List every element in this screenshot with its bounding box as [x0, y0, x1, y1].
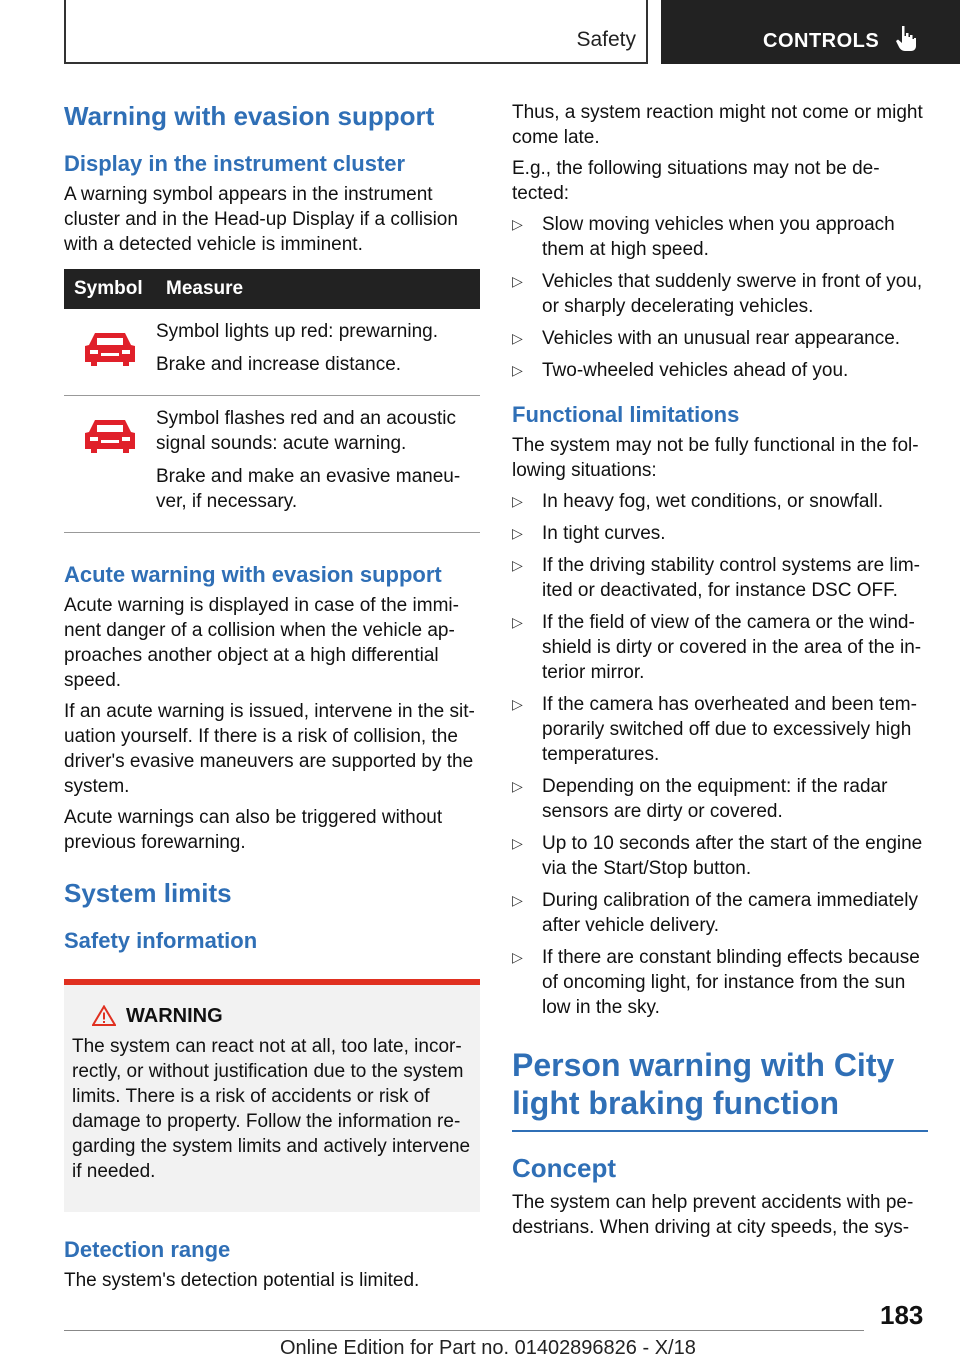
left-column: [64, 100, 480, 1299]
list-item: ▷ Vehicles that suddenly swerve in front of you, or sharply decelerating vehicles.: [512, 271, 923, 317]
heading-system-limits: System limits: [64, 878, 232, 908]
heading-display-cluster: Display in the instrument cluster: [64, 151, 406, 176]
list-item: ▷ Two-wheeled vehicles ahead of you.: [512, 360, 849, 381]
paragraph-acute: If an acute warning is issued, intervene in the sit- uation yourself. If there is a risk of collision, the driver's evasive maneuvers are supported by the system.: [64, 701, 475, 797]
heading-functional-limitations: Functional limitations: [512, 402, 740, 427]
table-row: [64, 396, 480, 533]
right-column: [512, 100, 928, 1246]
list-item: ▷ In heavy fog, wet conditions, or snowfall.: [512, 491, 884, 512]
list-item: ▷ Vehicles with an unusual rear appearance.: [512, 328, 901, 349]
triangle-bullet-icon: ▷: [512, 362, 523, 378]
triangle-bullet-icon: ▷: [512, 493, 523, 509]
measure-line: Symbol flashes red and an acoustic signal sounds: acute warning.: [156, 408, 456, 454]
warning-box: [64, 979, 480, 1212]
paragraph-reaction: Thus, a system reaction might not come or might come late.: [512, 102, 923, 148]
list-functional-limitations: [512, 489, 928, 1020]
triangle-bullet-icon: ▷: [512, 892, 523, 908]
triangle-bullet-icon: ▷: [512, 330, 523, 346]
measure-cell: [156, 396, 480, 533]
list-item: ▷ Up to 10 seconds after the start of the engine via the Start/Stop button.: [512, 833, 923, 879]
warning-title: [72, 1005, 472, 1028]
symbol-table: [64, 269, 480, 533]
list-item: ▷ During calibration of the camera immediately after vehicle delivery.: [512, 890, 918, 936]
list-item: ▷ In tight curves.: [512, 523, 666, 544]
heading-concept: Concept: [512, 1153, 616, 1183]
triangle-bullet-icon: ▷: [512, 696, 523, 712]
triangle-bullet-icon: ▷: [512, 525, 523, 541]
warning-title-text: WARNING: [126, 1005, 223, 1027]
measure-line: Brake and make an evasive maneu- ver, if necessary.: [156, 466, 461, 512]
warning-text: The system can react not at all, too late, incor- rectly, or without justification due to the system limits. There is a risk of accidents or risk of damage to property. Follow the information re- garding the system limits and actively intervene if needed.: [72, 1036, 471, 1182]
list-item: ▷ If the field of view of the camera or the wind- shield is dirty or covered in the area of the in- terior mirror.: [512, 612, 922, 683]
heading-person-warning: Person warning with City light braking function: [512, 1047, 895, 1121]
page-number: 183: [880, 1300, 924, 1330]
paragraph-example: E.g., the following situations may not be de- tected:: [512, 158, 880, 204]
paragraph-concept: The system can help prevent accidents with pe- destrians. When driving at city speeds, the sys-: [512, 1192, 914, 1238]
triangle-bullet-icon: ▷: [512, 949, 523, 965]
heading-acute-warning: Acute warning with evasion support: [64, 562, 442, 587]
list-undetected-situations: [512, 212, 928, 383]
measure-line: Brake and increase distance.: [156, 354, 402, 375]
footer-edition: Online Edition for Part no. 01402896826 - X/18: [280, 1337, 696, 1359]
paragraph-acute: Acute warning is displayed in case of the immi- nent danger of a collision when the vehicle ap- proaches another object at a high differential speed.: [64, 595, 459, 691]
section-rule: [512, 1130, 928, 1132]
header-section-title: Safety: [576, 28, 636, 51]
triangle-bullet-icon: ▷: [512, 557, 523, 573]
measure-cell: [156, 309, 480, 396]
triangle-bullet-icon: ▷: [512, 778, 523, 794]
triangle-bullet-icon: ▷: [512, 614, 523, 630]
triangle-bullet-icon: ▷: [512, 273, 523, 289]
paragraph-acute: Acute warnings can also be triggered without previous forewarning.: [64, 807, 443, 853]
measure-line: Symbol lights up red: prewarning.: [156, 321, 438, 342]
triangle-bullet-icon: ▷: [512, 216, 523, 232]
list-item: ▷ If there are constant blinding effects because of oncoming light, for instance from the sun low in the sky.: [512, 947, 920, 1018]
heading-safety-information: Safety information: [64, 928, 258, 953]
table-header-symbol: Symbol: [64, 269, 156, 309]
list-item: ▷ If the driving stability control systems are lim- ited or deactivated, for instance DSC OFF.: [512, 555, 921, 601]
symbol-cell: [64, 309, 156, 396]
hand-pointer-icon: [894, 24, 918, 58]
paragraph-display: A warning symbol appears in the instrument cluster and in the Head-up Display if a collision with a detected vehicle is imminent.: [64, 184, 458, 255]
list-item: ▷ Depending on the equipment: if the radar sensors are dirty or covered.: [512, 776, 888, 822]
header-tab[interactable]: [661, 0, 960, 64]
symbol-cell: [64, 396, 156, 533]
paragraph-detection: The system's detection potential is limited.: [64, 1270, 420, 1291]
heading-detection-range: Detection range: [64, 1237, 231, 1262]
red-car-icon: [83, 329, 137, 367]
heading-warning-evasion: Warning with evasion support: [64, 101, 435, 131]
header-tab-label: CONTROLS: [763, 30, 880, 52]
table-row: [64, 309, 480, 396]
triangle-bullet-icon: ▷: [512, 835, 523, 851]
footer-rule: [64, 1330, 864, 1331]
warning-triangle-icon: [92, 1005, 116, 1026]
list-item: ▷ Slow moving vehicles when you approach them at high speed.: [512, 214, 895, 260]
list-item: ▷ If the camera has overheated and been tem- porarily switched off due to excessively high temperatures.: [512, 694, 917, 765]
red-car-icon: [83, 416, 137, 454]
table-header-measure: Measure: [156, 269, 480, 309]
paragraph-functional: The system may not be fully functional in the fol- lowing situations:: [512, 435, 919, 481]
